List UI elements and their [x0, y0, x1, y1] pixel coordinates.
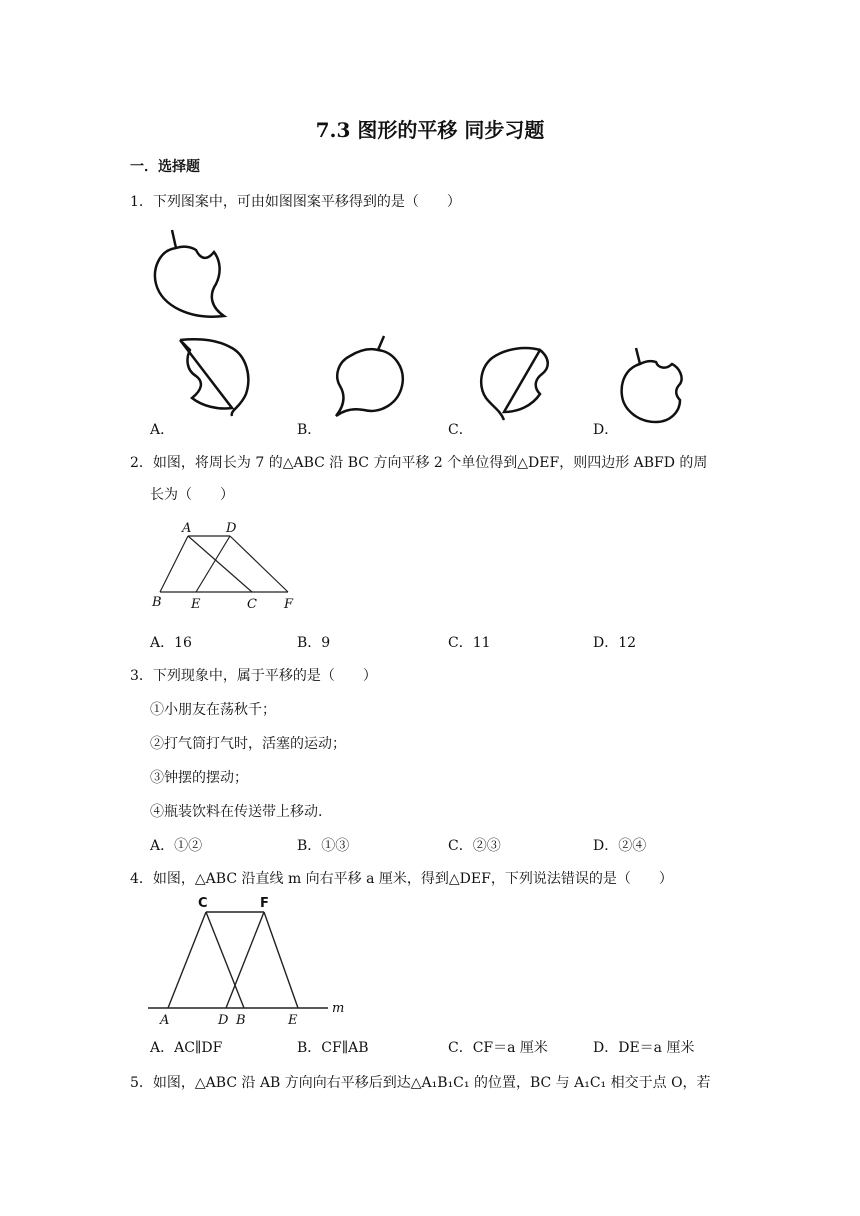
- q2-label-f: F: [284, 597, 294, 612]
- question-3-option-c[interactable]: C．②③: [448, 838, 501, 854]
- question-1-stem: 1．下列图案中，可由如图图案平移得到的是（ ）: [130, 194, 461, 210]
- q2-label-b: B: [152, 595, 162, 610]
- q4-label-m: m: [332, 1001, 345, 1016]
- q4-label-b: B: [236, 1013, 246, 1028]
- q4-label-f: F: [260, 896, 269, 911]
- question-1-option-d[interactable]: D．: [593, 422, 619, 438]
- question-2-stem-line2: 长为（ ）: [150, 487, 234, 503]
- question-3-item-2: ②打气筒打气时，活塞的运动；: [150, 736, 346, 752]
- q2-label-e: E: [191, 597, 201, 612]
- q4-label-d: D: [218, 1013, 229, 1028]
- leaf-figure-option-c: [476, 344, 554, 424]
- q2-label-d: D: [226, 521, 237, 536]
- leaf-figure-option-b: [330, 334, 410, 422]
- question-1-option-c[interactable]: C．: [448, 422, 473, 438]
- q4-label-a: A: [160, 1013, 170, 1028]
- question-2-option-a[interactable]: A．16: [150, 635, 192, 651]
- page-title: 7.3 图形的平移 同步习题: [315, 118, 545, 142]
- question-3-option-b[interactable]: B．①③: [297, 838, 350, 854]
- question-3-option-d[interactable]: D．②④: [593, 838, 647, 854]
- question-4-option-a[interactable]: A．AC∥DF: [150, 1040, 223, 1056]
- question-4-option-c[interactable]: C．CF＝a 厘米: [448, 1040, 548, 1056]
- question-3-item-1: ①小朋友在荡秋千；: [150, 702, 276, 718]
- question-3-item-3: ③钟摆的摆动；: [150, 770, 248, 786]
- leaf-figure-option-d: [618, 346, 688, 428]
- question-2-option-d[interactable]: D．12: [593, 635, 637, 651]
- question-4-figure: [148, 894, 348, 1026]
- question-1-option-b[interactable]: B．: [297, 422, 322, 438]
- question-5-stem: 5．如图，△ABC 沿 AB 方向向右平移后到达△A₁B₁C₁ 的位置，BC 与 A₁C₁ 相交于点 O，若: [130, 1075, 711, 1091]
- leaf-figure-option-a: [172, 336, 262, 418]
- q2-label-a: A: [182, 521, 192, 536]
- question-3-option-a[interactable]: A．①②: [150, 838, 203, 854]
- section-heading: 一．选择题: [130, 159, 200, 175]
- question-2-stem-line1: 2．如图，将周长为 7 的△ABC 沿 BC 方向平移 2 个单位得到△DEF，则四边形 ABFD 的周: [130, 455, 708, 471]
- question-4-stem: 4．如图，△ABC 沿直线 m 向右平移 a 厘米，得到△DEF，下列说法错误的是（ ）: [130, 871, 673, 887]
- q4-label-c: C: [198, 896, 208, 911]
- question-2-figure: [148, 518, 308, 614]
- question-4-option-b[interactable]: B．CF∥AB: [297, 1040, 369, 1056]
- question-3-item-4: ④瓶装饮料在传送带上移动.: [150, 804, 323, 820]
- question-2-option-b[interactable]: B．9: [297, 635, 331, 651]
- question-3-stem: 3．下列现象中，属于平移的是（ ）: [130, 668, 377, 684]
- question-4-option-d[interactable]: D．DE＝a 厘米: [593, 1040, 695, 1056]
- question-1-option-a[interactable]: A．: [150, 422, 175, 438]
- q4-label-e: E: [288, 1013, 298, 1028]
- q2-label-c: C: [247, 597, 257, 612]
- question-2-option-c[interactable]: C．11: [448, 635, 491, 651]
- leaf-figure-original: [150, 228, 240, 323]
